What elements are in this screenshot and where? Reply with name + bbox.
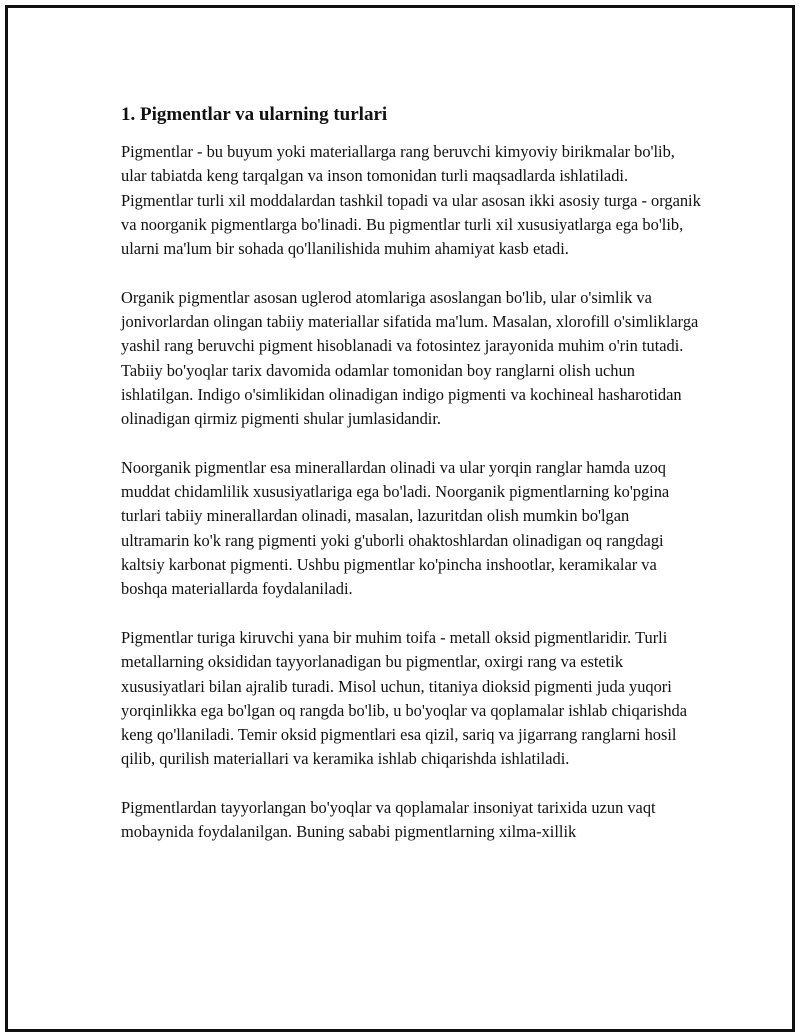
paragraph-2: Organik pigmentlar asosan uglerod atomlariga asoslangan bo'lib, ular o'simlik va jonivorlardan olingan tabiiy materiallar sifatida ma'lum. Masalan, xlorofill o'simliklarga yashil rang beruvchi pigment hisoblanadi va fotosintez jarayonida muhim o'rin tutadi. Tabiiy bo'yoqlar tarix davomida odamlar tomonidan boy ranglarni olish uchun ishlatilgan. Indigo o'simlikidan olinadigan indigo pigmenti va kochineal hasharotidan olinadigan qirmiz pigmenti shular jumlasidandir. — [121, 287, 699, 429]
paragraph-4: Pigmentlar turiga kiruvchi yana bir muhim toifa - metall oksid pigmentlaridir. Turli metallarning oksididan tayyorlanadigan bu pigmentlar, oxirgi rang va estetik xususiyatlari bilan ajralib turadi. Misol uchun, titaniya dioksid pigmenti juda yuqori yorqinlikka ega bo'lgan oq rangda bo'lib, u bo'yoqlar va qoplamalar ishlab chiqarishda keng qo'llaniladi. Temir oksid pigmentlari esa qizil, sariq va jigarrang ranglarni hosil qilib, qurilish materiallari va keramika ishlab chiqarishda ishlatiladi. — [121, 627, 687, 769]
page-frame — [5, 5, 795, 1032]
document-title: 1. Pigmentlar va ularning turlari — [121, 104, 388, 125]
paragraph-3: Noorganik pigmentlar esa minerallardan olinadi va ular yorqin ranglar hamda uzoq muddat chidamlilik xususiyatlariga ega bo'ladi. Noorganik pigmentlarning ko'pgina turlari tabiiy minerallardan olinadi, masalan, lazuritdan olish mumkin bo'lgan ultramarin ko'k rang pigmenti yoki g'uborli ohaktoshlardan olinadigan oq rangdagi kaltsiy karbonat pigmenti. Ushbu pigmentlar ko'pincha inshootlar, keramikalar va boshqa materiallarda foydalaniladi. — [121, 457, 670, 599]
document-body — [121, 103, 701, 869]
paragraph-1: Pigmentlar - bu buyum yoki materiallarga rang beruvchi kimyoviy birikmalar bo'lib, ular tabiatda keng tarqalgan va inson tomonidan turli maqsadlarda ishlatiladi. Pigmentlar turli xil moddalardan tashkil topadi va ular asosan ikki asosiy turga - organik va noorganik pigmentlarga bo'linadi. Bu pigmentlar turli xil xususiyatlarga ega bo'lib, ularni ma'lum bir sohada qo'llanilishida muhim ahamiyat kasb etadi. — [121, 142, 701, 259]
paragraph-5: Pigmentlardan tayyorlangan bo'yoqlar va qoplamalar insoniyat tarixida uzun vaqt mobaynida foydalanilgan. Buning sababi pigmentlarning xilma-xillik — [121, 798, 656, 842]
